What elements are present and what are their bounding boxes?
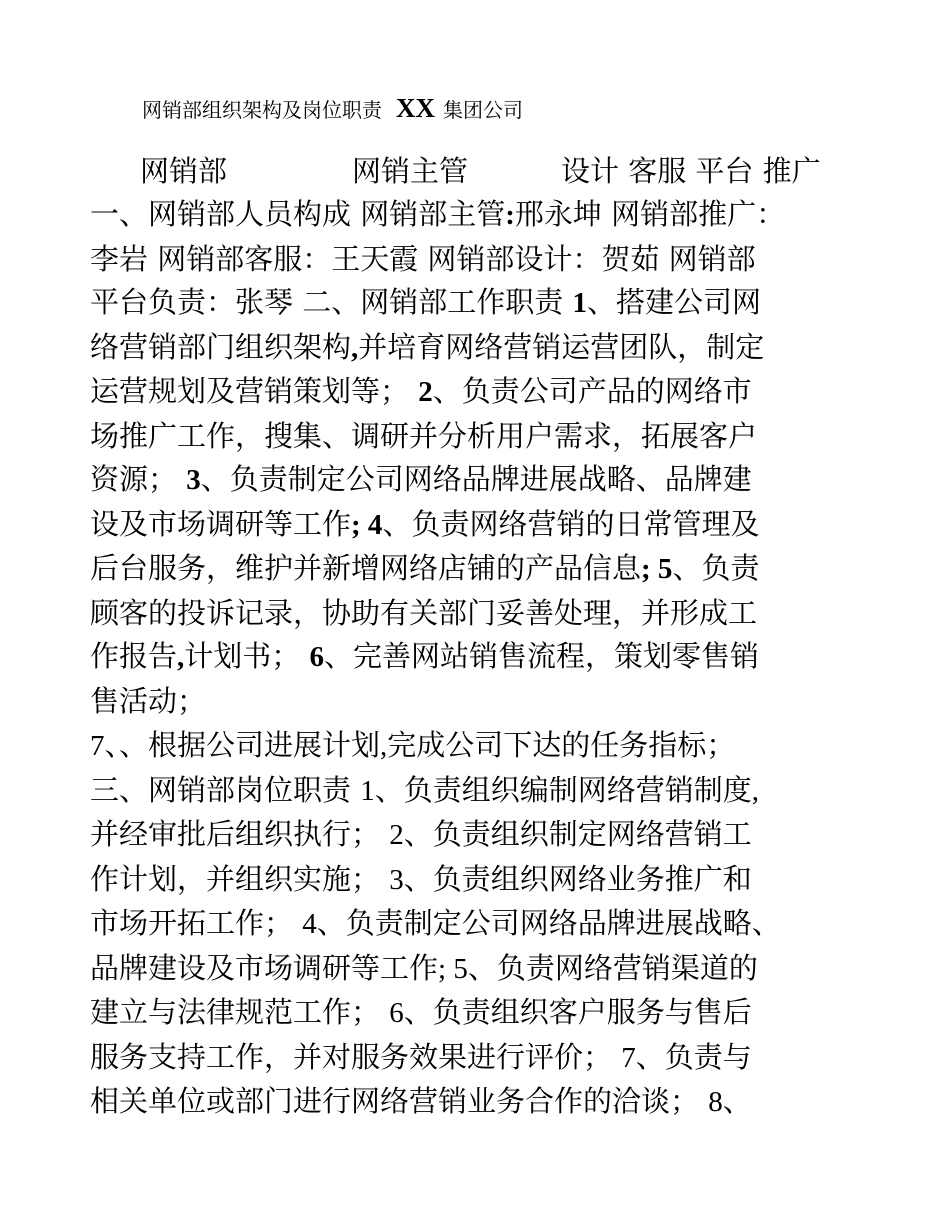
- text-segment: 完成公司下达的任务指标；: [387, 728, 736, 762]
- text-line: [90, 769, 860, 814]
- section-two-text: [90, 724, 860, 1125]
- text-segment: ; 5: [641, 553, 673, 585]
- text-segment: 络营销部门组织架构: [90, 329, 352, 364]
- text-segment: 李岩 网销部客服：王天霞 网销部设计：贺茹 网销部: [90, 241, 756, 276]
- document-header: [142, 92, 523, 126]
- text-segment: 2: [418, 376, 433, 408]
- text-segment: 售活动；: [90, 683, 207, 718]
- text-segment: 6: [309, 641, 324, 673]
- text-segment: 、、根据公司进展计划: [104, 728, 381, 762]
- text-line: [90, 902, 860, 947]
- document-title: 网销部组织架构及岗位职责: [142, 98, 382, 122]
- text-segment: 、负责网络营销渠道的: [467, 950, 758, 985]
- text-line: [90, 238, 860, 282]
- text-segment: 、负责公司产品的网络市: [432, 374, 752, 408]
- text-segment: 7: [621, 1041, 636, 1074]
- text-segment: 3: [186, 464, 201, 496]
- text-segment: 后台服务，维护并新增网络店铺的产品信息: [90, 551, 642, 585]
- text-segment: 1: [572, 287, 587, 319]
- text-segment: ,: [751, 774, 759, 807]
- text-line: [90, 458, 860, 503]
- text-segment: 设及市场调研等工作: [90, 506, 352, 541]
- text-segment: 顾客的投诉记录，协助有关部门妥善处理，并形成工: [90, 595, 758, 630]
- text-segment: 计划书；: [184, 639, 310, 673]
- text-segment: ,: [380, 730, 388, 762]
- text-line: [90, 370, 860, 415]
- text-segment: 市场开拓工作；: [90, 906, 303, 940]
- text-segment: 7: [90, 730, 105, 762]
- text-line: [90, 326, 860, 371]
- text-segment: ; 5: [438, 952, 468, 985]
- text-segment: 作计划，并组织实施；: [90, 861, 390, 896]
- text-segment: 作报告: [90, 639, 178, 673]
- text-segment: 、负责网络营销的日常管理及: [382, 506, 760, 541]
- text-segment: 、完善网站销售流程，策划零售销: [323, 639, 759, 673]
- text-segment: 品牌建设及市场调研等工作: [90, 950, 439, 985]
- text-line: [90, 281, 860, 326]
- text-segment: 并培育网络营销运营团队，制定: [358, 329, 765, 364]
- text-segment: 4: [302, 908, 317, 940]
- text-line: [90, 1080, 860, 1125]
- text-segment: 、负责组织客户服务与售后: [403, 995, 752, 1029]
- text-line: [90, 592, 860, 636]
- text-line: [90, 724, 860, 769]
- text-segment: 邢永坤 网销部推广：: [514, 197, 786, 231]
- text-segment: 2: [389, 819, 404, 851]
- text-line: [90, 547, 860, 592]
- text-segment: 8: [708, 1086, 723, 1118]
- text-line: [90, 635, 860, 680]
- org-roles: 设计 客服 平台 推广: [561, 154, 821, 188]
- text-segment: 、负责组织制定网络营销工: [403, 817, 752, 851]
- text-segment: 、负责组织网络业务推广和: [403, 861, 752, 896]
- text-line: [90, 858, 860, 903]
- text-segment: 、负责制定公司网络品牌进展战略、品牌建: [200, 462, 752, 496]
- text-segment: 、: [722, 1084, 752, 1118]
- text-line: [90, 813, 860, 858]
- org-department: 网销部: [140, 154, 228, 188]
- section-one-text: [90, 193, 860, 723]
- text-segment: :: [505, 199, 515, 231]
- text-segment: 3: [389, 863, 404, 896]
- org-manager: 网销主管: [352, 154, 469, 188]
- text-line: [90, 193, 860, 238]
- text-segment: ,: [177, 641, 185, 673]
- text-line: [90, 415, 860, 459]
- text-segment: 、负责制定公司网络品牌进展战略、: [316, 906, 781, 940]
- text-segment: 服务支持工作，并对服务效果进行评价；: [90, 1039, 622, 1074]
- text-segment: 平台负责：张琴 二、网销部工作职责: [90, 285, 573, 319]
- text-line: [90, 991, 860, 1036]
- text-segment: 、负责组织编制网络营销制度: [374, 772, 752, 807]
- text-segment: 1: [360, 774, 375, 807]
- text-segment: 、负责: [672, 551, 760, 585]
- text-segment: ,: [351, 331, 359, 364]
- company-name-xx: XX: [396, 93, 435, 123]
- text-segment: 6: [389, 997, 404, 1029]
- text-segment: ; 4: [351, 508, 383, 541]
- company-name-suffix: 集团公司: [443, 98, 523, 122]
- text-line: [90, 680, 860, 724]
- text-segment: 、负责与: [635, 1039, 752, 1074]
- text-segment: 、搭建公司网: [586, 285, 761, 319]
- text-segment: 资源；: [90, 462, 187, 496]
- text-segment: 相关单位或部门进行网络营销业务合作的洽谈；: [90, 1084, 709, 1118]
- text-segment: 一、网销部人员构成 网销部主管: [90, 197, 506, 231]
- text-segment: 并经审批后组织执行；: [90, 817, 390, 851]
- text-line: [90, 1036, 860, 1081]
- text-segment: 运营规划及营销策划等；: [90, 374, 419, 408]
- text-segment: 三、网销部岗位职责: [90, 772, 361, 807]
- text-segment: 场推广工作，搜集、调研并分析用户需求，拓展客户: [90, 418, 758, 453]
- text-line: [90, 503, 860, 548]
- text-segment: 建立与法律规范工作；: [90, 995, 390, 1029]
- text-line: [90, 947, 860, 992]
